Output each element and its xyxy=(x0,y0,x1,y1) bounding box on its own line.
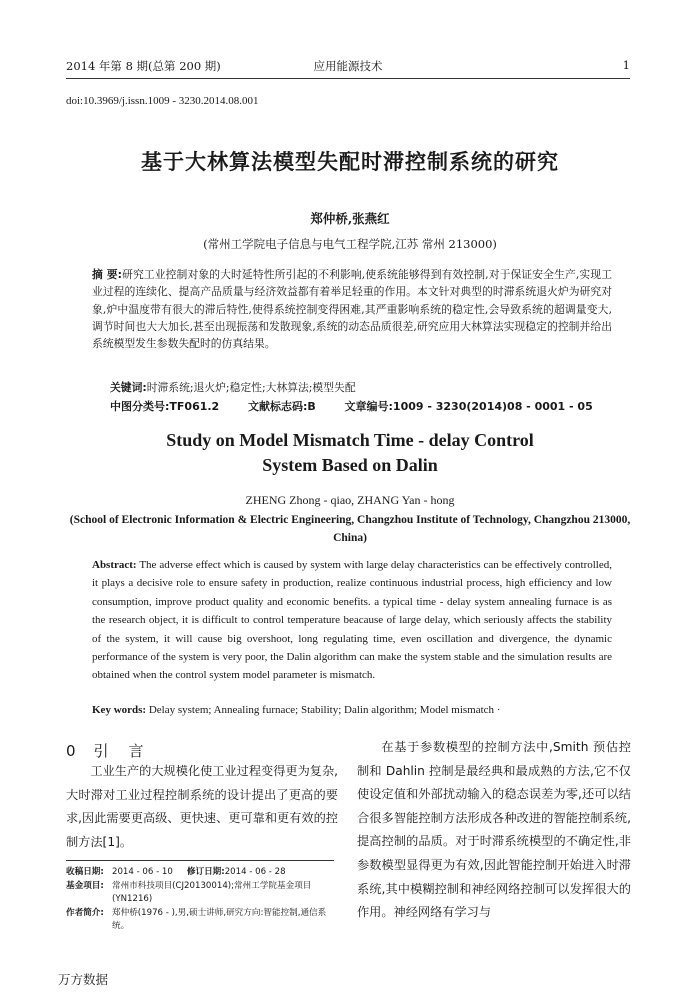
keywords-en xyxy=(92,704,500,716)
keywords-label-cn: 关键词: xyxy=(110,381,147,394)
abstract-label-cn: 摘 要: xyxy=(92,268,122,281)
article-number: 文章编号:1009 - 3230(2014)08 - 0001 - 05 xyxy=(344,400,593,413)
abstract-en xyxy=(92,556,612,685)
revised-label: 修订日期: xyxy=(186,867,225,877)
document-code: 文献标志码:B xyxy=(247,400,316,413)
clc-number: 中图分类号:TF061.2 xyxy=(110,400,220,413)
watermark: 万方数据 xyxy=(58,972,109,987)
classification-line xyxy=(110,398,619,414)
received-date: 2014 - 06 - 10 xyxy=(112,867,173,877)
title-en-line-2: System Based on Dalin xyxy=(262,455,438,475)
keywords-text-cn: 时滞系统;退火炉;稳定性;大林算法;模型失配 xyxy=(146,381,356,394)
header-rule xyxy=(66,78,630,79)
received-label: 收稿日期: xyxy=(66,867,104,877)
revised-date: 2014 - 06 - 28 xyxy=(224,867,286,877)
footnote-dates xyxy=(66,866,338,880)
abstract-text-cn: 研究工业控制对象的大时延特性所引起的不利影响,使系统能够得到有效控制,对于保证安全生产,实现工业过程的连续化、提高产品质量与经济效益都有着举足轻重的作用。本文针对典型的时滞系统退火炉为研究对象,炉中温度带有很大的滞后特性,使得系统控制变得困难,其严重影响系统的稳定性,会导致系统的超调量变大,调节时间也大大加长,甚至出现振荡和发散现象,系统的动态品质很差,研究应用大林算法实现稳定的控制并给出系统模型发生参数失配时的仿真结果。 xyxy=(92,268,612,351)
authors-cn: 郑仲桥,张燕红 xyxy=(310,211,390,226)
affiliation-cn: (常州工学院电子信息与电气工程学院,江苏 常州 213000) xyxy=(203,237,497,251)
section-title: 引言 xyxy=(93,742,164,760)
body-left-column: 工业生产的大规模化使工业过程变得更为复杂,大时滞对工业过程控制系统的设计提出了更高的要求,因此需要更高级、更快速、更可靠和更有效的控制方法[1]。 xyxy=(66,764,339,849)
running-header xyxy=(66,58,630,78)
keywords-cn xyxy=(110,380,356,395)
body-right-column xyxy=(357,736,631,925)
abstract-cn xyxy=(92,266,612,352)
paper-title-cn: 基于大林算法模型失配时滞控制系统的研究 xyxy=(141,150,559,174)
keywords-label-en: Key words: xyxy=(92,704,147,716)
page-number: 1 xyxy=(622,58,630,72)
abstract-text-en: The adverse effect which is caused by system with large delay characteristics can be effectively controlled, it plays a decisive role to ensure safety in production, realize continuous industrial process, high efficiency and low consumption, improve product quality and economic benefits. a typical time - delay system annealing furnace is as the research object, it is difficult to control temperature beacause of large delay, which seriously affects the stability of the system, it will cause big overshoot, long regulating time, even oscillation and divergence, the dynamic performance of the system is very poor, the Dalin algorithm can make the system stable and the simulation results are obtained when the control system model parameter is mismatch. xyxy=(92,559,612,682)
issue-info: 2014 年第 8 期(总第 200 期) xyxy=(66,59,221,73)
footnote-fund xyxy=(66,880,338,907)
keywords-text-en: Delay system; Annealing furnace; Stability; Dalin algorithm; Model mismatch · xyxy=(148,704,501,716)
abstract-label-en: Abstract: xyxy=(92,559,137,571)
footnote-block xyxy=(66,866,338,934)
affiliation-en: (School of Electronic Information & Electric Engineering, Changzhou Institute of Technology, Changzhou 213000, China) xyxy=(69,514,631,544)
footnote-bio xyxy=(66,907,338,934)
title-en-line-1: Study on Model Mismatch Time - delay Control xyxy=(166,430,534,450)
bio-label: 作者简介: xyxy=(66,907,104,918)
paper-title-en xyxy=(0,428,700,478)
authors-en: ZHENG Zhong - qiao, ZHANG Yan - hong xyxy=(245,493,455,507)
doi: doi:10.3969/j.issn.1009 - 3230.2014.08.001 xyxy=(66,95,259,107)
fund-label: 基金项目: xyxy=(66,880,104,891)
bio-text: 郑仲桥(1976 - ),男,硕士讲师,研究方向:智能控制,通信系统。 xyxy=(112,907,327,932)
fund-text: 常州市科技项目(CJ20130014);常州工学院基金项目(YN1216) xyxy=(112,880,312,905)
journal-name: 应用能源技术 xyxy=(313,59,383,73)
footnote-rule xyxy=(66,860,334,861)
section-number: 0 xyxy=(66,742,76,760)
body-right-paragraph: 在基于参数模型的控制方法中,Smith 预估控制和 Dahlin 控制是最经典和最成熟的方法,它不仅使设定值和外部扰动输入的稳态误差为零,还可以结合很多智能控制方法形成各种改进的智能控制系统,提高控制的品质。对于时滞系统模型的不确定性,非参数模型显得更为有效,因此智能控制开始进入时滞系统,其中模糊控制和神经网络控制可以发挥很大的作用。神经网络有学习与 xyxy=(357,740,631,920)
section-heading xyxy=(66,740,164,761)
